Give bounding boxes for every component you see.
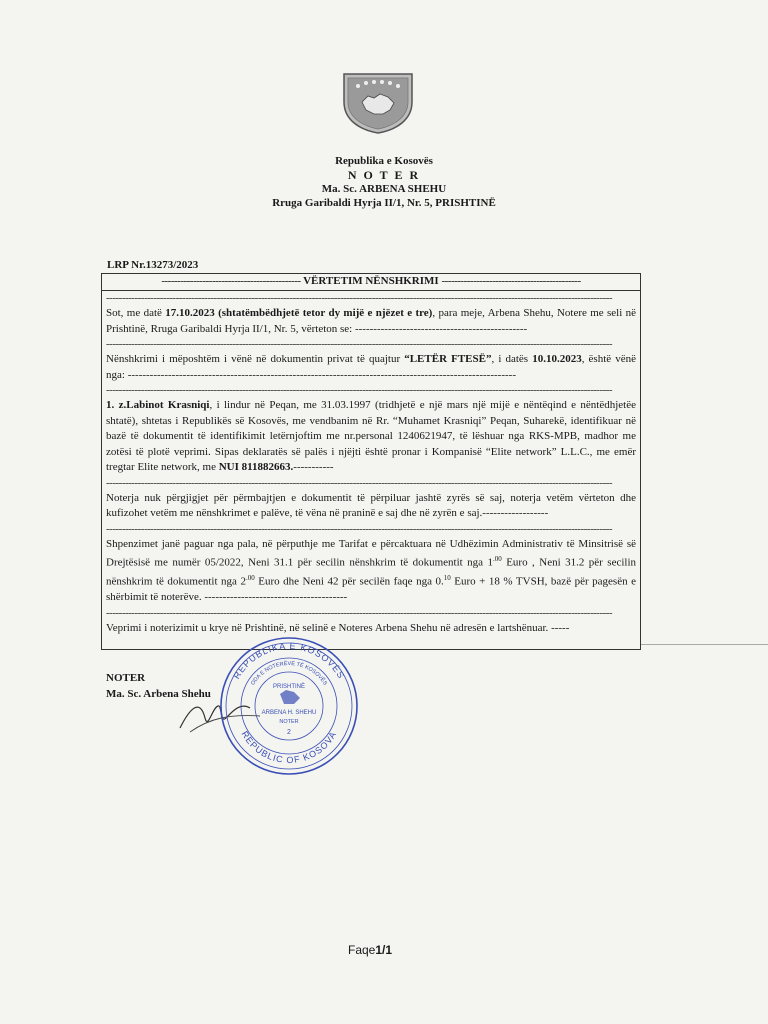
stamp-city: PRISHTINË [272, 684, 306, 690]
republic-name: Republika e Kosovës [335, 155, 433, 167]
stamp-outer-top: REPUBLIKA E KOSOVËS [231, 640, 347, 681]
stamp-center-role: NOTER [279, 719, 299, 725]
paragraph-date: Sot, me datë 17.10.2023 (shtatëmbëdhjetë tetor dy mijë e njëzet e tre), para meje, Arbena Shehu, Notere me seli në Prishtinë, Rruga Garibaldi Hyrja II/1, Nr. 5, vërteton se: ----------------------------------------------- [106, 307, 636, 335]
paragraph-fees: Shpenzimet janë paguar nga pala, në përputhje me Tarifat e përcaktuara në Udhëzimin Administrativ të Minsitrisë së Drejtësisë me numër 05/2022, Neni 31.1 për secilin nënshkrim të dokumentit nga $1^{.00}$ Euro , Neni 31.2 për secilin nënshkrim të dokumentit nga $2^{.00}$ Euro dhe Neni 42 për secilën faqe nga 0.10 Euro + 18 % TVSH, bazë për pagesën e shërbimit të noterëve. --------------------------------------- [106, 537, 636, 604]
certification-title: -------------------------------------------- VËRTETIM NËNSHKRIMI -------------------------------------------- [161, 275, 581, 287]
stamp-center-name: ARBENA H. SHEHU [261, 710, 317, 716]
paragraph-signatory: 1. z.Labinot Krasniqi, i lindur në Peqan, me 31.03.1997 (tridhjetë e një mars një mijë e nëntëqind e nëntëdhjetëe shtatë), shtetas i Republikës së Kosovës, me vendbanim në Rr. “Muhamet Krasniqi” Peqan, Suharekë, identifikuar në bazë të dokumentit të identifikimit letërnjoftim me nr.personal 1240621947, të lëshuar nga RKS-MPB, madhor me zotësi të plotë veprimi. Sipas deklaratës së palës i njëjti është pronar i Kompanisë “Elite network” L.L.C., me emër tregtar Elite network, me NUI 811882663.----------- [106, 399, 636, 473]
stamp-number: 2 [287, 729, 291, 736]
kosovo-coat-of-arms-icon [336, 72, 420, 134]
svg-text:REPUBLIKA E KOSOVËS [231, 641, 346, 681]
office-title: N O T E R [347, 168, 421, 182]
certification-box: -------------------------------------------- VËRTETIM NËNSHKRIMI -------------------------------------------- ---------------------------------------------------------------------------------------------------------------------------------------------------------------- Sot, me datë 17.10.2023 (shtatëmbëdhjetë tetor dy mijë e njëzet e tre), para meje, Arbena Shehu, Notere me seli në Prishtinë, Rruga Garibaldi Hyrja II/1, Nr. 5, vërteton se: ----------------------------------------------- ---------------------------------------------------------------------------------------------------------------------------------------------------------------- Nënshkrimi i mëposhtëm i vënë në dokumentin privat të quajtur “LETËR FTESË”, i datës 10.10.2023, është vënë nga: ---------------------------------------------------------------------------------------------------------- ---------------------------------------------------------------------------------------------------------------------------------------------------------------- 1. z.Labinot Krasniqi, i lindur në Peqan, me 31.03.1997 (tridhjetë e një mars një mijë e nëntëqind e nëntëdhjetëe shtatë), shtetas i Republikës së Kosovës, me vendbanim në Rr. “Muhamet Krasniqi” Peqan, Suharekë, identifikuar në bazë të dokumentit të identifikimit letërnjoftim me nr.personal 1240621947, të lëshuar nga RKS-MPB, madhor me zotësi të plotë veprimi. Sipas deklaratës së palës i njëjti është pronar i Kompanisë “Elite network” L.L.C., me emër tregtar Elite network, me NUI 811882663.----------- ---------------------------------------------------------------------------------------------------------------------------------------------------------------- Noterja nuk përgjigjet për përmbajtjen e dokumentit të përpiluar jashtë zyrës së saj, noterja vetëm vërteton dhe kufizohet vetëm me nënshkrimet e palëve, të vëna në praninë e saj dhe në zyrën e saj.------------------ ---------------------------------------------------------------------------------------------------------------------------------------------------------------- Shpenzimet janë paguar nga pala, në përputhje me Tarifat e përcaktuara në Udhëzimin Administrativ të Minsitrisë së Drejtësisë me numër 05/2022, Neni 31.1 për secilin nënshkrim të dokumentit nga $1^{.00}$ Euro , Neni 31.2 për secilin nënshkrim të dokumentit nga $2^{.00}$ Euro dhe Neni 42 për secilën faqe nga 0.10 Euro + 18 % TVSH, bazë për pagesën e shërbimit të noterëve. --------------------------------------- ---------------------------------------------------------------------------------------------------------------------------------------------------------------- Veprimi i noterizimit u krye në Prishtinë, në selinë e Noteres Arbena Shehu në adresën e lartshënuar. ----- [101, 273, 641, 650]
page-label: Faqe [348, 943, 376, 957]
stamp-inner-top: ODA E NOTERËVE TË KOSOVËS [250, 660, 328, 687]
notary-header [0, 154, 768, 210]
lrp-number: LRP Nr.13273/2023 [107, 259, 199, 271]
stamp-outer-bottom: REPUBLIC OF KOSOVA [239, 729, 339, 766]
notary-address: Rruga Garibaldi Hyrja II/1, Nr. 5, PRISHTINË [272, 197, 496, 209]
certification-title-text: VËRTETIM NËNSHKRIMI [303, 275, 439, 287]
paragraph-document: Nënshkrimi i mëposhtëm i vënë në dokumentin privat të quajtur “LETËR FTESË”, i datës 10.10.2023, është vënë nga: ---------------------------------------------------------------------------------------------------------- [106, 353, 636, 381]
page-number [348, 943, 392, 957]
notary-name: Ma. Sc. ARBENA SHEHU [321, 183, 447, 195]
page-count: 1/1 [375, 943, 393, 957]
paragraph-liability: Noterja nuk përgjigjet për përmbajtjen e dokumentit të përpiluar jashtë zyrës së saj, noterja vetëm vërteton dhe kufizohet vetëm me nënshkrimet e palëve, të vëna në praninë e saj dhe në zyrën e saj.------------------ [106, 491, 636, 519]
notary-stamp-icon [214, 636, 364, 776]
signature-name: Ma. Sc. Arbena Shehu [106, 688, 211, 700]
svg-text:ODA E NOTERËVE TË KOSOVËS [250, 660, 328, 687]
signature-title: NOTER [106, 672, 146, 684]
paragraph-place: Veprimi i noterizimit u krye në Prishtinë, në selinë e Noteres Arbena Shehu në adresën e lartshënuar. ----- [106, 621, 570, 634]
